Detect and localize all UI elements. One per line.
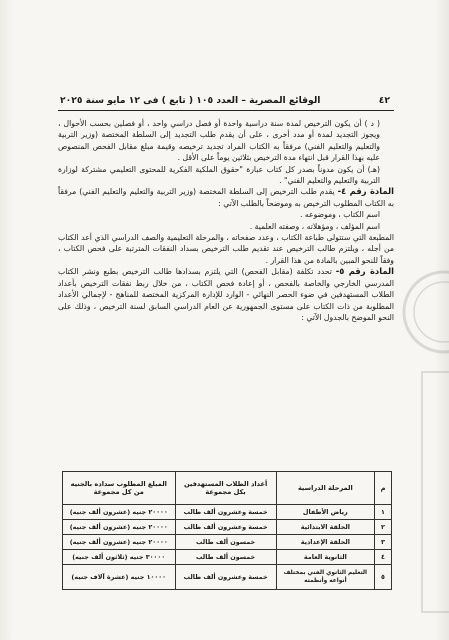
table-row <box>63 535 392 550</box>
table-cell: خمسون ألف طالب <box>175 535 276 550</box>
table-cell: ٣ <box>375 535 392 550</box>
clause-h: (هـ) أن يكون مدوناً بصدر كل كتاب عبارة "حقوق الملكية الفكرية للمحتوى التعليمي مشتركة لوزارة التربية والتعليم والتعليم الفني" . <box>58 164 380 186</box>
table-cell: الحلقة الابتدائية <box>276 520 374 535</box>
table-cell: ٢٠٠٠٠ جنيه (عشرون ألف جنيه) <box>63 505 176 520</box>
column-header: م <box>375 472 392 505</box>
table-cell: خمسة وعشرون ألف طالب <box>175 565 276 590</box>
article-4-item: المطبعة التي ستتولى طباعة الكتاب ، وعدد صفحاته ، والمرحلة التعليمية والصف الدراسي الذي أعد الكتاب من أجله ، ويلتزم طالب الترخيص عند تقديم طلب الترخيص بسداد النفقات المترتبة على فحص الكتاب ، وفقاً للنحو المبين بالمادة من هذا القرار . <box>58 233 394 265</box>
table-cell: ٢٠٠٠٠ جنيه (عشرون ألف جنيه) <box>63 535 176 550</box>
fees-table <box>62 471 392 590</box>
table-row <box>63 550 392 565</box>
document-body <box>58 118 394 323</box>
official-seal-watermark <box>392 252 449 632</box>
clause-d: ( د ) أن يكون الترخيص لمدة سنة دراسية واحدة أو فصل دراسي واحد ، أو فصلين بحسب الأحوال ، ويجوز التجديد لمدة أو مدد أخرى ، على أن يقدم طلب التجديد إلى السلطة المختصة (وزير التربية والتعليم والتعليم الفني) مرفقاً به الكتاب المراد تجديد ترخيصه وقيمة مبلغ مقابل الفحص المنصوص عليه بهذا القرار قبل انتهاء مدة الترخيص بثلاثين يوماً على الأقل . <box>58 119 380 163</box>
table-row <box>63 520 392 535</box>
article-5 <box>58 266 394 323</box>
table-cell: الثانوية العامة <box>276 550 374 565</box>
table-cell: خمسون ألف طالب <box>175 550 276 565</box>
column-header: المبلغ المطلوب سداده بالجنيه من كل مجموعة <box>63 472 176 505</box>
article-4-item: اسم الكتاب ، وموضوعه . <box>299 210 380 220</box>
page-header <box>60 93 390 107</box>
table-row <box>63 565 392 590</box>
table-cell: ٢ <box>375 520 392 535</box>
column-header: المرحلة الدراسية <box>276 472 374 505</box>
article-4-item: اسم المؤلف ، ومؤهلاته ، وصفته العلمية . <box>249 221 380 231</box>
table-cell: خمسة وعشرون ألف طالب <box>175 520 276 535</box>
table-cell: ٤ <box>375 550 392 565</box>
table-cell: ١ <box>375 505 392 520</box>
table-cell: التعليم الثانوي الفني بمختلف أنواعه وأنظمته <box>276 565 374 590</box>
table-row <box>63 505 392 520</box>
table-cell: ٢٠٠٠٠ جنيه (عشرون ألف جنيه) <box>63 520 176 535</box>
table-cell: رياض الأطفال <box>276 505 374 520</box>
article-4-heading: المادة رقم ٤- <box>337 186 394 197</box>
table-cell: خمسة وعشرون ألف طالب <box>175 505 276 520</box>
column-header: أعداد الطلاب المستهدفين بكل مجموعة <box>175 472 276 505</box>
page-number: ٤٢ <box>378 94 390 106</box>
article-5-text: تحدد تكلفة (مقابل الفحص) التي يلتزم بسدادها طالب الترخيص بطبع ونشر الكتاب المدرسي الخارجي والخاصة بالفحص ، أو إعادة فحص الكتاب ، من خلال ربط نفقات الترخيص بأعداد الطلاب المستهدفين في ضوء الحصر النهائي - الوارد للإدارة المركزية المختصة للمناهج - لإجمالي الأعداد المطلوبة من ذات الكتاب على مستوى الجمهورية عن العام الدراسي السابق لسنة الترخيص ، وذلك على النحو الموضح بالجدول الآتي : <box>58 267 394 322</box>
article-4-text: يقدم طلب الترخيص إلى السلطة المختصة (وزير التربية والتعليم والتعليم الفني) مرفقاً به الكتاب المطلوب الترخيص به وموضحاً بالطلب الآتي : <box>58 187 394 208</box>
article-5-heading: المادة رقم ٥- <box>335 266 394 277</box>
header-divider <box>58 110 394 111</box>
table-cell: ٣٠٠٠٠ جنيه (ثلاثون ألف جنيه) <box>63 550 176 565</box>
table-header-row <box>63 472 392 505</box>
article-4 <box>58 186 394 209</box>
table-cell: ٥ <box>375 565 392 590</box>
gazette-title: الوقائع المصرية – العدد ١٠٥ ( تابع ) فى ١٢ مايو سنة ٢٠٢٥ <box>60 94 321 106</box>
table-cell: الحلقة الإعدادية <box>276 535 374 550</box>
table-cell: ١٠٠٠٠ جنيه (عشرة آلاف جنيه) <box>63 565 176 590</box>
